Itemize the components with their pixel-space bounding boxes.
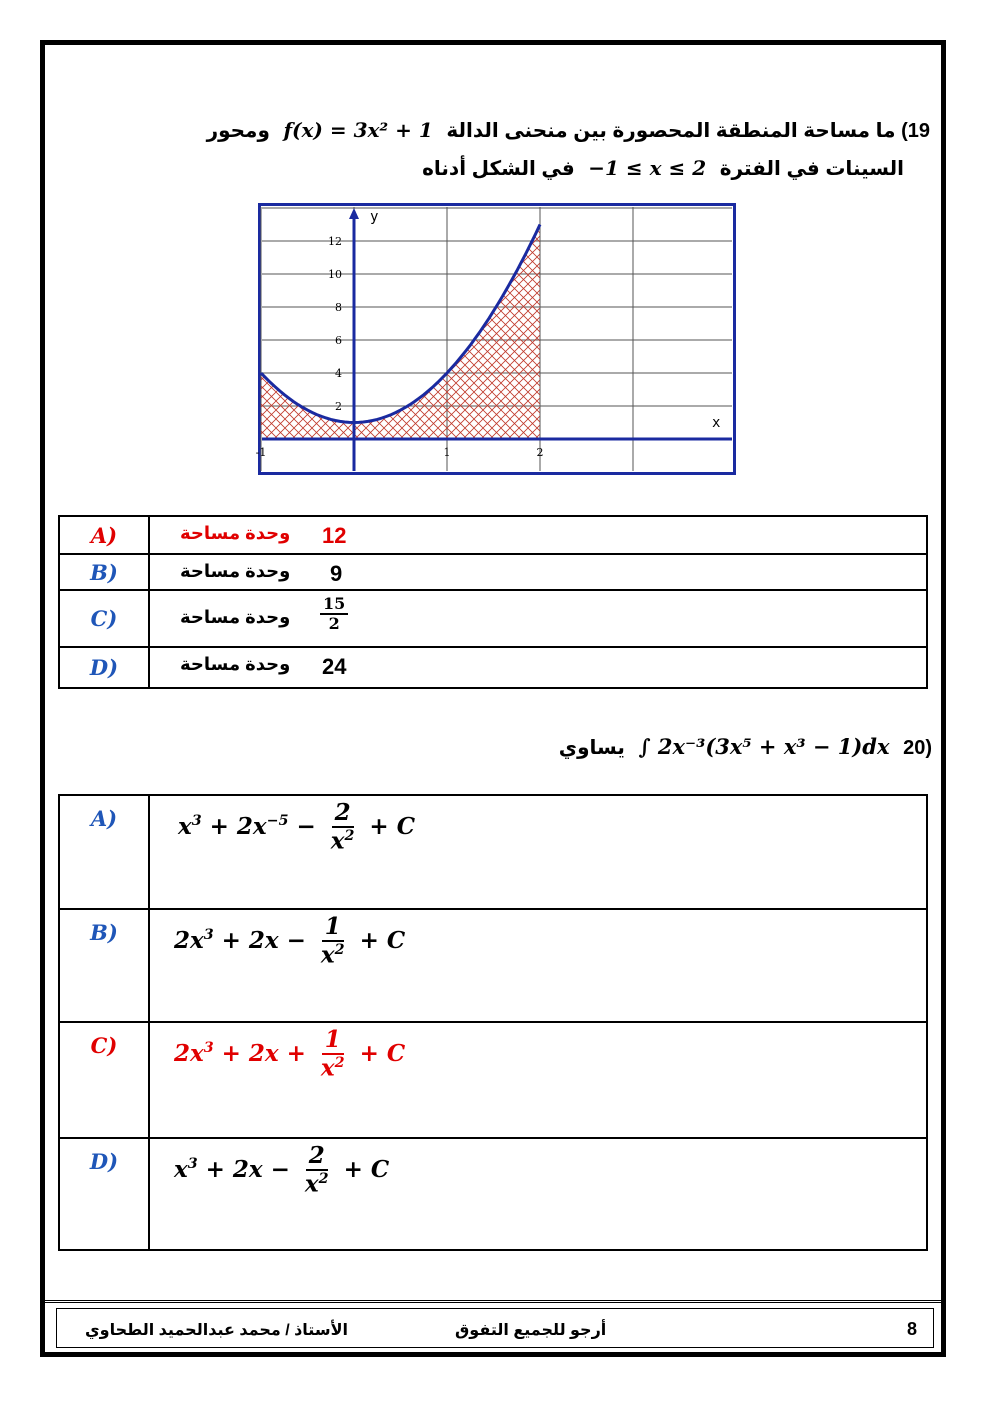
q19-option-c[interactable] <box>59 590 927 647</box>
q20-option-c[interactable] <box>59 1022 927 1138</box>
y-tick-label: 6 <box>335 334 342 347</box>
option-fraction: $\frac{15}{2}$ <box>320 595 348 634</box>
option-label: B) <box>90 559 118 585</box>
option-unit: وحدة مساحة <box>180 654 291 674</box>
area-chart <box>255 203 736 475</box>
y-axis-label: y <box>370 209 379 225</box>
page-number: 8 <box>906 1319 917 1339</box>
y-tick-label: 12 <box>328 235 342 248</box>
q19-number: 19) <box>901 120 930 142</box>
x-axis-label: x <box>712 415 721 431</box>
option-label: D) <box>89 1149 119 1174</box>
option-value: 9 <box>330 561 343 586</box>
option-label: C) <box>90 1033 118 1058</box>
y-tick-label: 2 <box>335 400 342 413</box>
option-unit: وحدة مساحة <box>180 607 291 627</box>
x-tick-label: -1 <box>255 446 267 459</box>
q19-option-a[interactable] <box>59 516 927 554</box>
y-tick-label: 8 <box>335 301 342 314</box>
option-expression: $x^3 + 2x^{-5}$ − $\frac{2}{x^2}$ + C <box>178 799 416 856</box>
y-tick-label: 10 <box>328 268 342 281</box>
option-label: A) <box>90 522 118 548</box>
q19-line2: السينات في الفترة −1 ≤ x ≤ 2 في الشكل أدناه <box>422 156 904 180</box>
option-label: C) <box>90 606 118 631</box>
q19-option-d[interactable] <box>59 647 927 688</box>
q19-interval: −1 ≤ x ≤ 2 <box>588 156 707 180</box>
footer-wish: أرجو للجميع التفوق <box>455 1322 607 1339</box>
y-tick-label: 4 <box>335 367 342 380</box>
q20-option-d[interactable] <box>59 1138 927 1250</box>
option-label: A) <box>90 806 118 831</box>
option-unit: وحدة مساحة <box>180 523 291 543</box>
footer-inner <box>56 1308 934 1348</box>
q20-option-b[interactable] <box>59 909 927 1022</box>
x-tick-label: 2 <box>536 446 544 459</box>
q20-options-table <box>58 794 928 1251</box>
option-expression: $x^3 + 2x$ − $\frac{2}{x^2}$ + C <box>174 1142 390 1199</box>
q20-integral: ∫ 2x⁻³(3x⁵ + x³ − 1)dx <box>638 734 890 759</box>
option-expression-correct: $2x^3 + 2x$ + $\frac{1}{x^2}$ + C <box>174 1026 406 1083</box>
option-expression: $2x^3 + 2x$ − $\frac{1}{x^2}$ + C <box>174 913 406 970</box>
q19-option-b[interactable] <box>59 554 927 590</box>
q20-option-a[interactable] <box>59 795 927 909</box>
footer-author: الأستاذ / محمد عبدالحميد الطحاوي <box>85 1322 348 1339</box>
option-label: B) <box>90 920 118 945</box>
q19-options-table <box>58 515 928 689</box>
q20-number: (20 <box>903 737 932 759</box>
option-label: D) <box>89 655 119 680</box>
option-value: 24 <box>322 654 347 679</box>
option-unit: وحدة مساحة <box>180 561 291 581</box>
q19-line1: 19) ما مساحة المنطقة المحصورة بين منحنى الدالة f(x) = 3x² + 1 ومحور <box>206 118 930 142</box>
x-tick-label: 1 <box>443 446 451 459</box>
option-value: 12 <box>322 523 347 548</box>
q19-function: f(x) = 3x² + 1 <box>283 118 433 142</box>
q20-question: (20 ∫ 2x⁻³(3x⁵ + x³ − 1)dx يساوي <box>558 734 932 759</box>
